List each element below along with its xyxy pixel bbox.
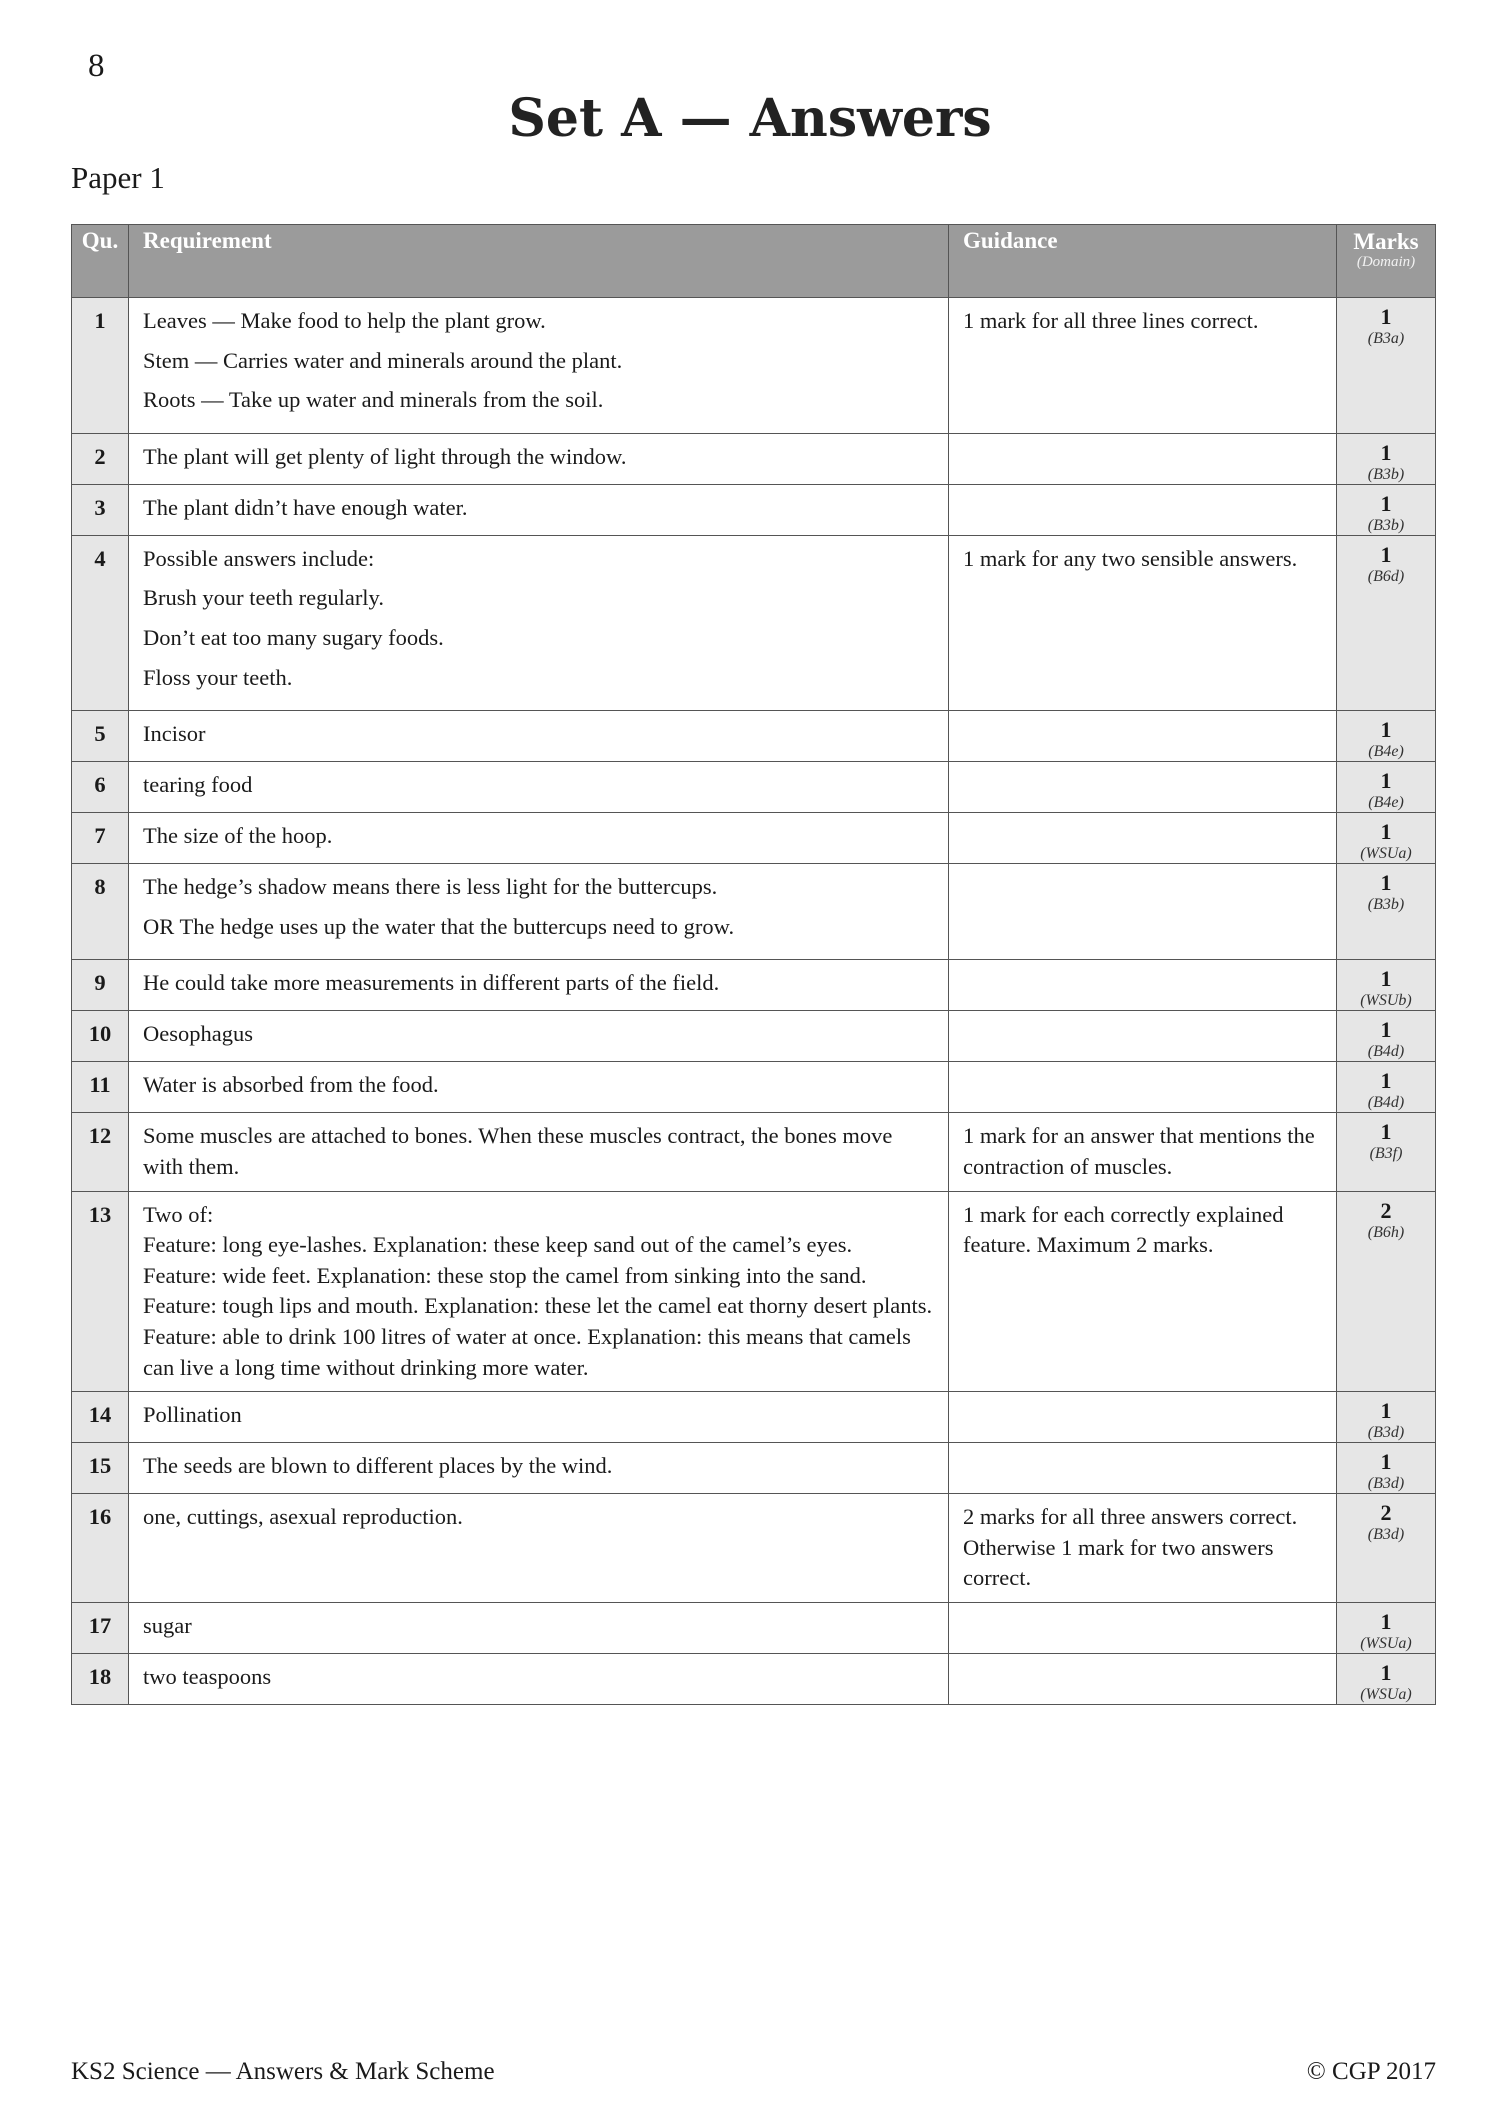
marks-value: 1 [1380,490,1392,516]
marks-value: 1 [1380,717,1392,743]
requirement-line: The plant didn’t have enough water. [143,494,468,520]
table-row [72,484,1436,535]
requirement-line: Stem — Carries water and minerals around the plant. [143,347,623,373]
marks-value: 1 [1380,1068,1392,1094]
guidance-cell [949,960,1337,1011]
question-number: 6 [72,762,129,813]
requirement-cell [129,1011,949,1062]
marks-cell [1337,1602,1436,1653]
guidance-cell [949,484,1337,535]
requirement-line: Floss your teeth. [143,664,293,690]
marks-value: 1 [1380,1608,1392,1634]
requirement-line: Brush your teeth regularly. [143,585,384,611]
marks-domain: (B3d) [1367,1475,1405,1493]
marks-domain: (WSUa) [1360,845,1412,863]
marks-domain: (WSUb) [1360,992,1412,1010]
marks-cell [1337,813,1436,864]
marks-domain: (B3f) [1369,1145,1403,1163]
guidance-cell [949,711,1337,762]
table-row [72,1011,1436,1062]
question-number: 14 [72,1392,129,1443]
requirement-cell [129,1602,949,1653]
requirement-cell [129,298,949,434]
requirement-line: He could take more measurements in different parts of the field. [143,970,720,996]
page-number: 8 [88,48,105,84]
marks-value: 1 [1380,1398,1392,1424]
marks-cell [1337,1062,1436,1113]
question-number: 7 [72,813,129,864]
requirement-line: Feature: tough lips and mouth. Explanation: these let the camel eat thorny desert plants. [143,1293,933,1319]
marks-value: 1 [1380,541,1392,567]
table-row [72,864,1436,960]
marks-value: 1 [1380,1449,1392,1475]
header-requirement: Requirement [129,225,949,298]
table-row [72,1062,1436,1113]
table-row [72,1494,1436,1603]
guidance-cell: 1 mark for all three lines correct. [949,298,1337,434]
marks-domain: (B3a) [1367,330,1405,347]
marks-domain: (B4e) [1368,794,1404,812]
table-header-row [72,225,1436,298]
requirement-line: OR The hedge uses up the water that the buttercups need to grow. [143,913,735,939]
marks-domain: (B3b) [1367,516,1405,534]
marks-cell [1337,484,1436,535]
question-number: 2 [72,433,129,484]
requirement-cell [129,484,949,535]
marks-value: 1 [1380,1119,1392,1145]
requirement-line: Feature: able to drink 100 litres of water at once. Explanation: this means that camels can live a long time without drinking more water. [143,1323,911,1380]
marks-cell [1337,1191,1436,1392]
requirement-cell [129,535,949,710]
marks-cell [1337,1653,1436,1704]
table-row [72,298,1436,434]
marks-domain: (B4e) [1368,743,1404,761]
requirement-line: two teaspoons [143,1663,272,1689]
marks-domain: (B3d) [1367,1526,1405,1544]
requirement-line: Feature: long eye-lashes. Explanation: these keep sand out of the camel’s eyes. [143,1232,853,1258]
requirement-cell [129,1443,949,1494]
marks-domain: (B3b) [1367,896,1405,914]
requirement-cell [129,1113,949,1191]
requirement-cell [129,1392,949,1443]
requirement-line: sugar [143,1612,192,1638]
requirement-cell [129,813,949,864]
question-number: 4 [72,535,129,710]
marks-cell [1337,960,1436,1011]
requirement-line: tearing food [143,772,253,798]
guidance-cell [949,1062,1337,1113]
requirement-line: Pollination [143,1402,242,1428]
marks-value: 1 [1380,439,1392,465]
marks-value: 1 [1380,768,1392,794]
question-number: 15 [72,1443,129,1494]
question-number: 5 [72,711,129,762]
marks-value: 1 [1380,870,1392,896]
guidance-cell [949,864,1337,960]
question-number: 12 [72,1113,129,1191]
marks-cell [1337,1494,1436,1603]
header-marks [1337,225,1436,298]
marks-cell [1337,433,1436,484]
requirement-line: one, cuttings, asexual reproduction. [143,1504,463,1530]
marks-cell [1337,864,1436,960]
requirement-line: Two of: [143,1201,214,1227]
question-number: 3 [72,484,129,535]
table-row [72,1392,1436,1443]
guidance-cell: 1 mark for an answer that mentions the contraction of muscles. [949,1113,1337,1191]
requirement-line: Possible answers include: [143,545,375,571]
marks-value: 1 [1380,304,1392,329]
footer-left: KS2 Science — Answers & Mark Scheme [71,2058,495,2085]
marks-value: 2 [1380,1197,1392,1223]
question-number: 18 [72,1653,129,1704]
requirement-line: Incisor [143,721,206,747]
requirement-line: Water is absorbed from the food. [143,1072,439,1098]
requirement-cell [129,864,949,960]
marks-value: 1 [1380,819,1392,845]
requirement-cell [129,960,949,1011]
guidance-cell [949,433,1337,484]
requirement-cell [129,433,949,484]
marks-cell [1337,1113,1436,1191]
table-row [72,1443,1436,1494]
marks-cell [1337,1392,1436,1443]
requirement-cell [129,1653,949,1704]
guidance-cell [949,1602,1337,1653]
marks-domain: (WSUa) [1360,1685,1412,1703]
marks-cell [1337,535,1436,710]
answer-rows [72,298,1436,1705]
header-marks-label: Marks [1353,229,1419,254]
question-number: 16 [72,1494,129,1603]
question-number: 13 [72,1191,129,1392]
guidance-cell [949,1653,1337,1704]
requirement-cell [129,1191,949,1392]
guidance-cell [949,1392,1337,1443]
table-row [72,960,1436,1011]
guidance-cell: 1 mark for each correctly explained feature. Maximum 2 marks. [949,1191,1337,1392]
marks-domain: (B6h) [1367,1223,1405,1241]
table-row [72,711,1436,762]
table-row [72,535,1436,710]
marks-value: 1 [1380,1659,1392,1685]
table-row [72,762,1436,813]
marks-value: 1 [1380,1017,1392,1043]
question-number: 8 [72,864,129,960]
marks-cell [1337,1443,1436,1494]
header-qu: Qu. [72,225,129,298]
guidance-cell [949,1011,1337,1062]
requirement-cell [129,762,949,813]
marks-domain: (B4d) [1367,1094,1405,1112]
marks-cell [1337,1011,1436,1062]
requirement-cell [129,1494,949,1603]
requirement-line: Roots — Take up water and minerals from the soil. [143,387,604,413]
guidance-cell: 1 mark for any two sensible answers. [949,535,1337,710]
requirement-line: Oesophagus [143,1021,253,1047]
requirement-cell [129,711,949,762]
page-title: Set A — Answers [508,88,992,149]
marks-domain: (B4d) [1367,1043,1405,1061]
marks-cell [1337,762,1436,813]
answers-table [71,224,1436,1705]
marks-domain: (B6d) [1367,567,1405,585]
marks-cell [1337,298,1436,434]
table-row [72,433,1436,484]
marks-cell [1337,711,1436,762]
requirement-line: The plant will get plenty of light through the window. [143,443,627,469]
question-number: 17 [72,1602,129,1653]
question-number: 10 [72,1011,129,1062]
guidance-cell: 2 marks for all three answers correct. Otherwise 1 mark for two answers correct. [949,1494,1337,1603]
question-number: 1 [72,298,129,434]
requirement-line: The seeds are blown to different places by the wind. [143,1453,613,1479]
header-guidance: Guidance [949,225,1337,298]
guidance-cell [949,762,1337,813]
marks-domain: (WSUa) [1360,1634,1412,1652]
marks-domain: (B3d) [1367,1424,1405,1442]
marks-value: 1 [1380,966,1392,992]
requirement-line: Leaves — Make food to help the plant grow. [143,308,546,333]
requirement-line: Feature: wide feet. Explanation: these stop the camel from sinking into the sand. [143,1262,867,1288]
question-number: 9 [72,960,129,1011]
table-row [72,1602,1436,1653]
guidance-cell [949,1443,1337,1494]
requirement-cell [129,1062,949,1113]
table-row [72,813,1436,864]
requirement-line: The hedge’s shadow means there is less light for the buttercups. [143,874,718,900]
table-row [72,1653,1436,1704]
table-row [72,1113,1436,1191]
table-row [72,1191,1436,1392]
guidance-cell [949,813,1337,864]
footer-copyright: © CGP 2017 [1306,2058,1436,2085]
marks-domain: (B3b) [1367,465,1405,483]
question-number: 11 [72,1062,129,1113]
requirement-line: Don’t eat too many sugary foods. [143,624,444,650]
requirement-line: Some muscles are attached to bones. When these muscles contract, the bones move with them. [143,1123,893,1179]
header-domain-label: (Domain) [1356,254,1416,271]
paper-label: Paper 1 [71,160,165,195]
requirement-line: The size of the hoop. [143,823,333,849]
marks-value: 2 [1380,1500,1392,1526]
